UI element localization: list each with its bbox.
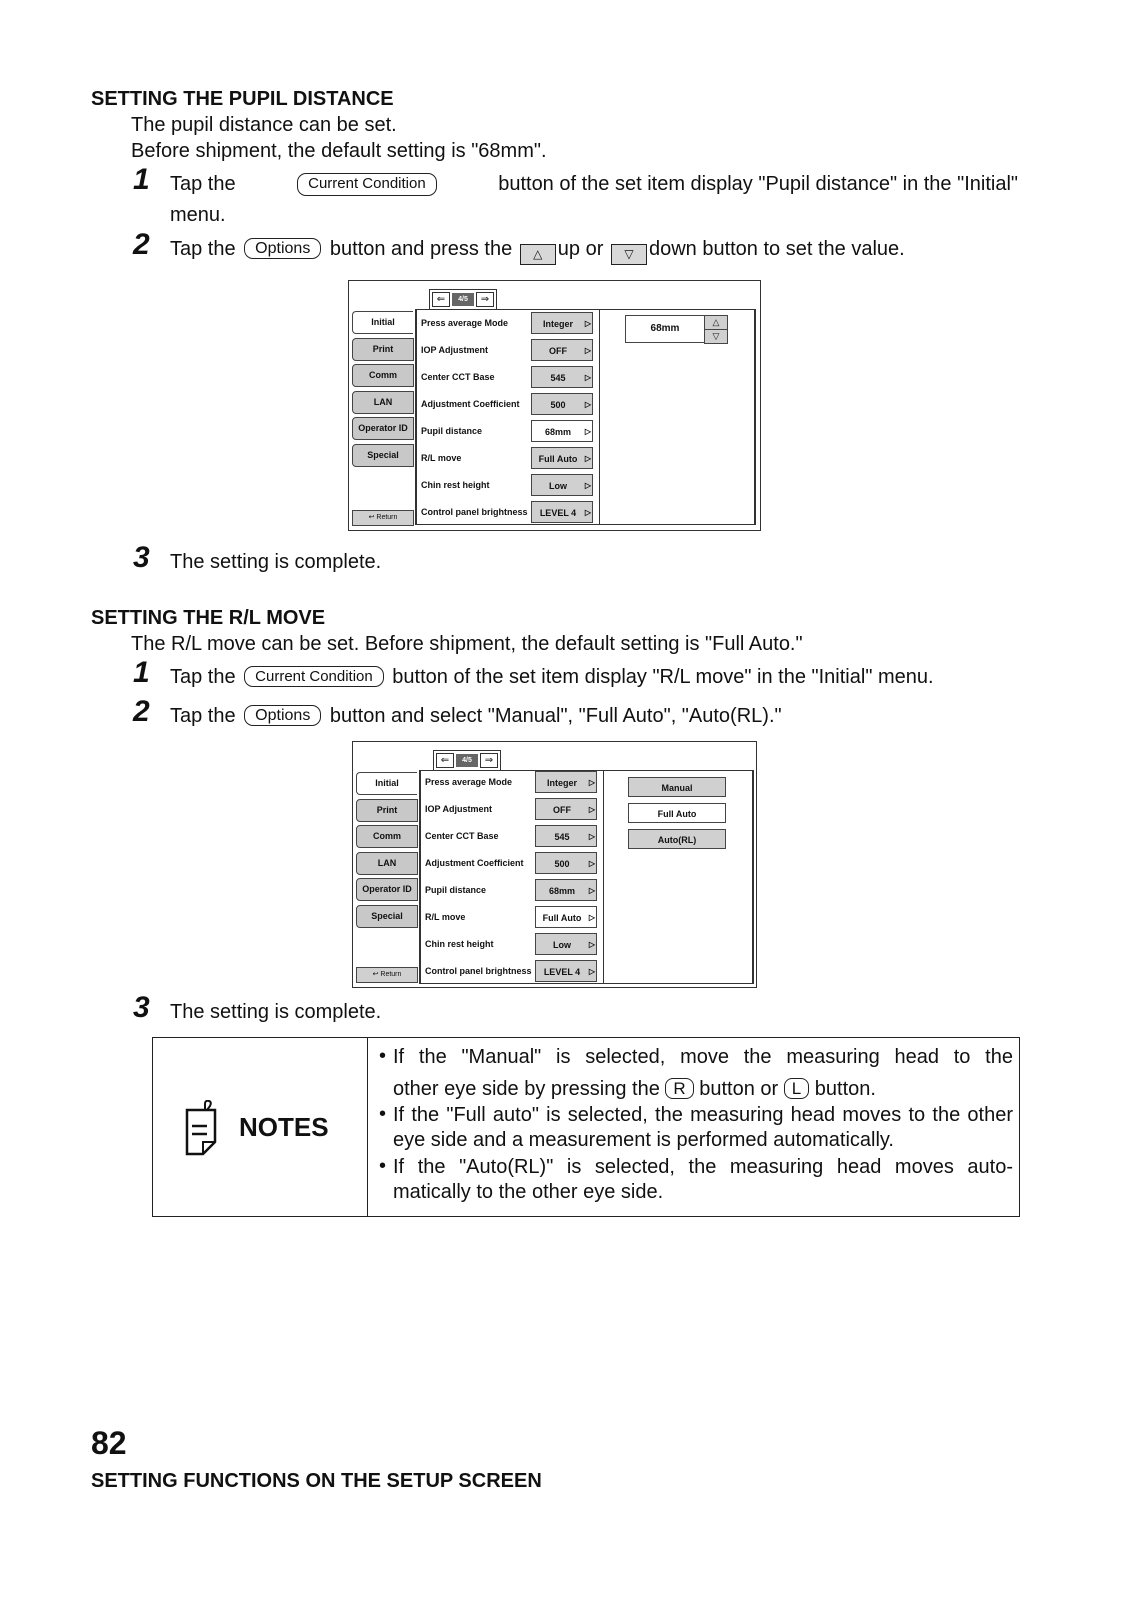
setting-row (417, 501, 597, 525)
setting-value-button[interactable]: 545 ▷ (531, 366, 593, 388)
notes-item: • If the "Manual" is selected, move the measuring head to the other eye side by pressing the R button or L button. (379, 1045, 1013, 1100)
setting-value-button[interactable]: Low ▷ (535, 933, 597, 955)
options-area (603, 770, 753, 984)
current-condition-button: Current Condition (244, 666, 384, 687)
setting-label: IOP Adjustment (421, 345, 489, 355)
page-number: 82 (91, 1425, 127, 1461)
option-full-auto[interactable]: Full Auto (628, 803, 726, 823)
setting-label: Control panel brightness (425, 966, 532, 976)
setting-row (421, 798, 601, 822)
setting-label: Press average Mode (421, 318, 509, 328)
setting-value-button-selected[interactable]: Full Auto ▷ (535, 906, 597, 928)
setting-row (417, 393, 597, 417)
next-page-arrow-icon[interactable]: ⇒ (476, 292, 494, 307)
step-text-up: up or (557, 238, 604, 260)
setting-row (421, 771, 601, 795)
setting-label: IOP Adjustment (425, 804, 493, 814)
notes-text: other eye side by pressing the (393, 1078, 660, 1100)
step-text-pre: Tap the (170, 173, 236, 195)
setting-row (417, 420, 597, 444)
setup-screen-rl-move (352, 741, 757, 988)
setting-value-button[interactable]: OFF ▷ (531, 339, 593, 361)
setting-row (421, 825, 601, 849)
r-key-button: R (665, 1078, 693, 1099)
notes-item-line: If the "Manual" is selected, move the measuring head to the (393, 1046, 1013, 1068)
menu-tabs (352, 311, 414, 470)
step-text (170, 238, 905, 265)
option-auto-rl[interactable]: Auto(RL) (628, 829, 726, 849)
section-heading-rl-move: SETTING THE R/L MOVE (91, 607, 326, 629)
settings-panel (419, 770, 754, 984)
section-intro: Before shipment, the default setting is "68mm". (131, 140, 547, 162)
step-text: The setting is complete. (170, 1001, 382, 1023)
section-intro: The pupil distance can be set. (131, 114, 397, 136)
tab-comm[interactable]: Comm (352, 364, 414, 387)
tab-lan[interactable]: LAN (352, 391, 414, 414)
setting-value-button[interactable]: 500 ▷ (535, 852, 597, 874)
section-heading-pupil-distance: SETTING THE PUPIL DISTANCE (91, 88, 394, 110)
up-triangle-icon: △ (520, 244, 556, 265)
setting-value-button[interactable]: Low ▷ (531, 474, 593, 496)
return-label: Return (380, 971, 402, 978)
notes-text: button. (814, 1078, 876, 1100)
tab-comm[interactable]: Comm (356, 825, 418, 848)
setting-label: Adjustment Coefficient (425, 858, 524, 868)
footer-section-title: SETTING FUNCTIONS ON THE SETUP SCREEN (91, 1470, 542, 1492)
step-text-mid: button and press the (329, 238, 513, 260)
setting-label: Adjustment Coefficient (421, 399, 520, 409)
setting-label: Control panel brightness (421, 507, 528, 517)
options-button: Options (244, 238, 321, 259)
step-text: The setting is complete. (170, 551, 382, 573)
step-text-post: button of the set item display "R/L move" in the "Initial" menu. (392, 666, 934, 688)
notes-item-text: If the "Full auto" is selected, the measuring head moves to the other eye side and a measurement is performed automatically. (393, 1104, 1013, 1151)
setting-row (421, 879, 601, 903)
step-number: 2 (133, 228, 150, 261)
page-navigator (433, 750, 501, 771)
return-label: Return (376, 514, 398, 521)
step-text-post: button of the set item display "Pupil distance" in the "Initial" (498, 173, 1018, 195)
setting-value-button[interactable]: Integer ▷ (535, 771, 597, 793)
step-number: 3 (133, 541, 150, 574)
step-number: 3 (133, 991, 150, 1024)
tab-special[interactable]: Special (352, 444, 414, 467)
notes-label-cell (153, 1038, 368, 1216)
step-text-post: button and select "Manual", "Full Auto", "Auto(RL)." (329, 705, 782, 727)
tab-print[interactable]: Print (352, 338, 414, 361)
setting-row (417, 474, 597, 498)
setting-row (417, 312, 597, 336)
prev-page-arrow-icon[interactable]: ⇐ (436, 753, 454, 768)
step-number: 1 (133, 656, 150, 689)
step-text (170, 173, 1018, 196)
option-manual[interactable]: Manual (628, 777, 726, 797)
next-page-arrow-icon[interactable]: ⇒ (480, 753, 498, 768)
step-text-cont: menu. (170, 204, 226, 226)
tab-print[interactable]: Print (356, 799, 418, 822)
step-text (170, 705, 782, 728)
tab-initial[interactable]: Initial (352, 311, 413, 334)
setting-row (417, 339, 597, 363)
setting-label: Pupil distance (425, 885, 487, 895)
setting-value-button[interactable]: Full Auto ▷ (531, 447, 593, 469)
options-button: Options (244, 705, 321, 726)
setting-value-button[interactable]: LEVEL 4 ▷ (535, 960, 597, 982)
notes-text: button or (699, 1078, 779, 1100)
setting-label: Pupil distance (421, 426, 483, 436)
step-text-pre: Tap the (170, 238, 236, 260)
tab-initial[interactable]: Initial (356, 772, 417, 795)
page-indicator: 4/5 (452, 293, 474, 306)
setting-label: Center CCT Base (421, 372, 495, 382)
tab-lan[interactable]: LAN (356, 852, 418, 875)
spinner-up-icon[interactable]: △ (704, 315, 728, 330)
menu-tabs (356, 772, 418, 931)
setting-label: Press average Mode (425, 777, 513, 787)
return-button[interactable]: ↩ Return (352, 510, 414, 526)
notepad-icon (183, 1100, 223, 1158)
tab-operator-id[interactable]: Operator ID (352, 417, 414, 440)
setting-value-button[interactable]: 545 ▷ (535, 825, 597, 847)
setting-value-button[interactable]: LEVEL 4 ▷ (531, 501, 593, 523)
current-condition-button: Current Condition (297, 173, 437, 196)
spinner-down-icon[interactable]: ▽ (704, 329, 728, 344)
setting-label: R/L move (421, 453, 462, 463)
setting-row (421, 960, 601, 984)
setting-label: R/L move (425, 912, 466, 922)
notes-box: NOTES • If the "Manual" is selected, move the measuring head to the other eye side by pressing the R button or L button. • If the "Full auto" is selected, the measuring head moves to the other eye side and a measurement is performed automatically. • If the "Auto(RL)" is selected, the measuring head moves auto-matically to the other eye side. (152, 1037, 1020, 1217)
setting-value-button[interactable]: 68mm ▷ (535, 879, 597, 901)
setting-label: Chin rest height (421, 480, 490, 490)
step-text-pre: Tap the (170, 666, 236, 688)
setting-row (417, 447, 597, 471)
setting-value-button-selected[interactable]: 68mm ▷ (531, 420, 593, 442)
return-button[interactable]: ↩ Return (356, 967, 418, 983)
setting-value-button[interactable]: OFF ▷ (535, 798, 597, 820)
setting-row (417, 366, 597, 390)
step-text (170, 666, 934, 689)
setup-screen-pupil-distance (348, 280, 761, 531)
down-triangle-icon: ▽ (611, 244, 647, 265)
setting-row (421, 933, 601, 957)
step-text-down: down button to set the value. (648, 238, 905, 260)
notes-item-text: If the "Auto(RL)" is selected, the measuring head moves auto-matically to the other eye side. (393, 1156, 1013, 1203)
page-indicator: 4/5 (456, 754, 478, 767)
step-text-pre: Tap the (170, 705, 236, 727)
setting-label: Center CCT Base (425, 831, 499, 841)
tab-special[interactable]: Special (356, 905, 418, 928)
setting-value-button[interactable]: Integer ▷ (531, 312, 593, 334)
setting-row (421, 906, 601, 930)
setting-row (421, 852, 601, 876)
section-intro: The R/L move can be set. Before shipment, the default setting is "Full Auto." (131, 633, 803, 655)
step-number: 2 (133, 695, 150, 728)
notes-item-line (393, 1077, 1013, 1102)
l-key-button: L (784, 1078, 809, 1099)
prev-page-arrow-icon[interactable]: ⇐ (432, 292, 450, 307)
notes-title: NOTES (239, 1112, 329, 1142)
page-navigator (429, 289, 497, 310)
step-number: 1 (133, 163, 150, 196)
tab-operator-id[interactable]: Operator ID (356, 878, 418, 901)
spinner-value: 68mm (625, 315, 705, 343)
setting-label: Chin rest height (425, 939, 494, 949)
setting-value-button[interactable]: 500 ▷ (531, 393, 593, 415)
